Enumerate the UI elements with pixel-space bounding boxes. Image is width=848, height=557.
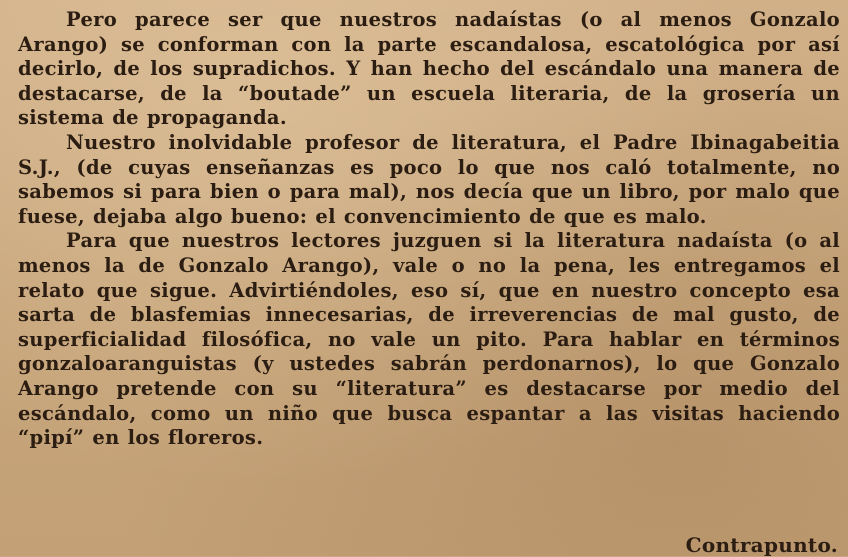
signature: Contrapunto.	[685, 533, 838, 557]
article-body	[18, 8, 840, 451]
paragraph-3: Para que nuestros lectores juzguen si la literatura nadaísta (o al menos la de Gonzalo Arango), vale o no la pena, les entregamos el relato que sigue. Advirtiéndoles, eso sí, que en nuestro concepto esa sarta de blasfemias innecesarias, de irreverencias de mal gusto, de superficialidad filosófica, no vale un pito. Para hablar en términos gonzaloaranguistas (y ustedes sabrán perdonarnos), lo que Gonzalo Arango pretende con su “literatura” es destacarse por medio del escándalo, como un niño que busca espantar a las visitas haciendo “pipí” en los floreros.	[18, 229, 840, 450]
paragraph-2: Nuestro inolvidable profesor de literatura, el Padre Ibinagabeitia S.J., (de cuyas enseñanzas es poco lo que nos caló totalmente, no sabemos si para bien o para mal), nos decía que un libro, por malo que fuese, dejaba algo bueno: el convencimiento de que es malo.	[18, 130, 840, 228]
paragraph-1: Pero parece ser que nuestros nadaístas (o al menos Gonzalo Arango) se conforman con la parte escandalosa, escatológica por así decirlo, de los supradichos. Y han hecho del escándalo una manera de destacarse, de la “boutade” un escuela literaria, de la grosería un sistema de propaganda.	[18, 8, 840, 130]
